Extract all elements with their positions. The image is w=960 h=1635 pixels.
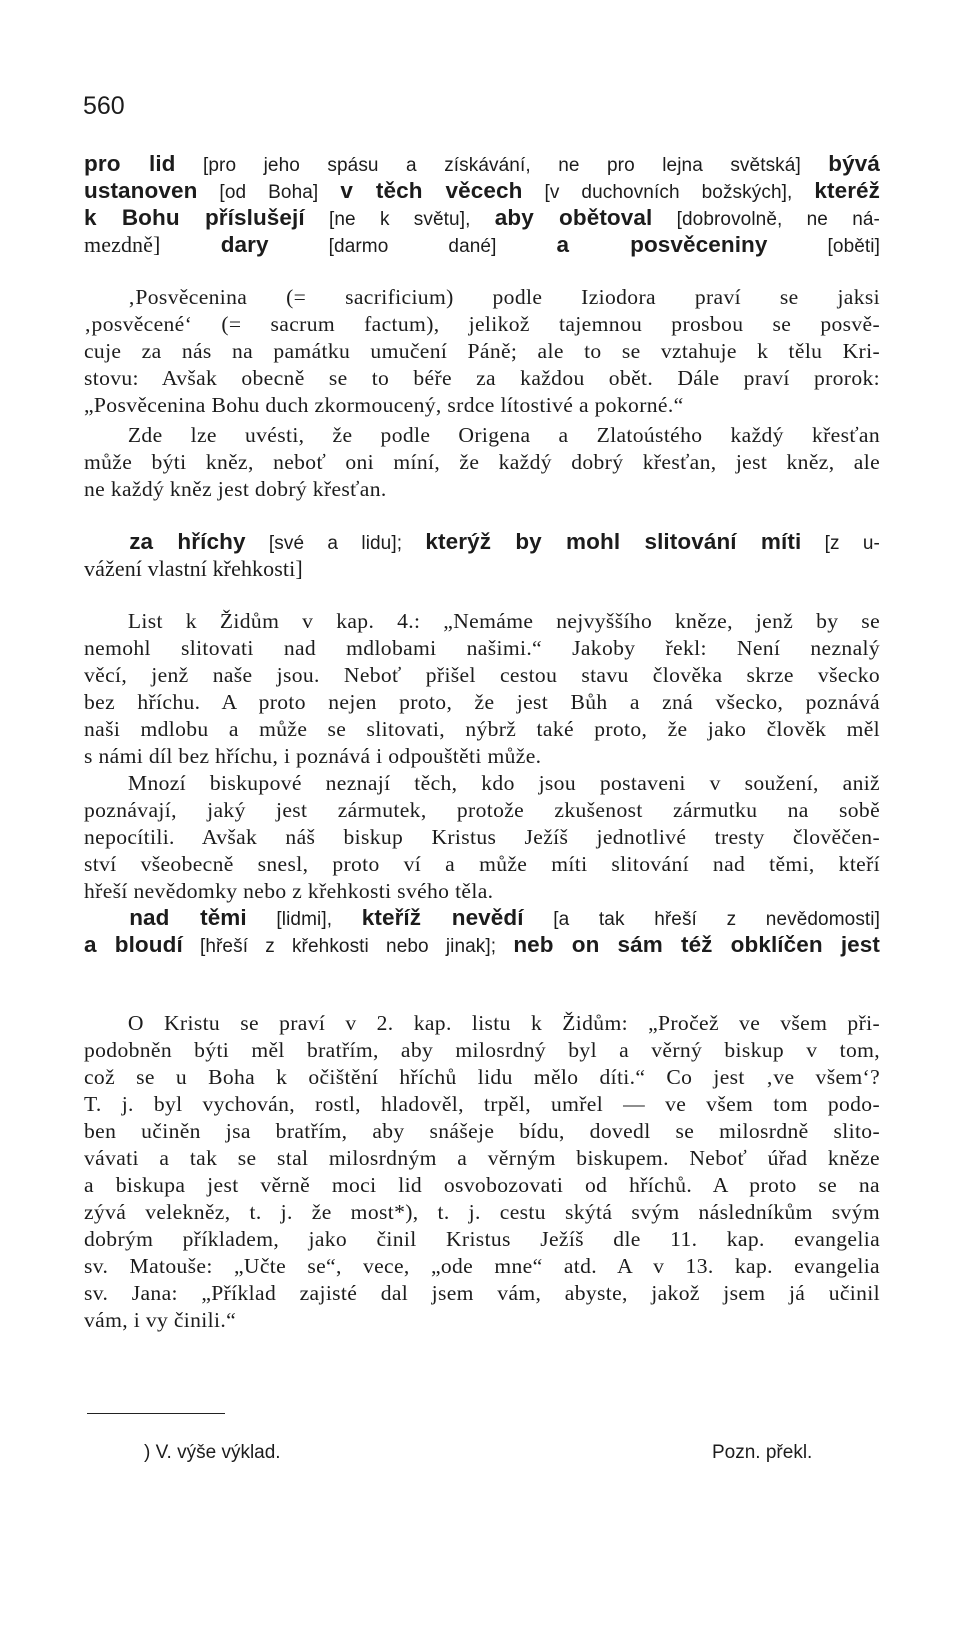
para5-line: sv. Jana: „Příklad zajisté dal jsem vám, abyste, jakož jsem já učinil: [84, 1281, 880, 1305]
para4-line: ství všeobecně snesl, proto ví a může míti slitování nad těmi, kteří: [84, 852, 880, 876]
para3-line: věcí, jenž naše jsou. Neboť přišel cestou stavu člověka skrze všecko: [84, 663, 880, 687]
lemma1-segment: [ne k světu],: [304, 209, 495, 230]
lemma1-segment: v těch věcech: [340, 178, 523, 203]
paragraph-2: [84, 422, 880, 503]
para3-line: nemohl slitovati nad mdlobami našimi.“ Jakoby řekl: Není neznalý: [84, 636, 880, 660]
para1-line: cuje za nás na památku umučení Páně; ale to se vztahuje k tělu Kri-: [84, 339, 880, 363]
lemma2-segment: [své a lidu];: [245, 533, 426, 554]
lemma1-segment: a posvěceniny: [556, 232, 768, 257]
lemma3-segment: nad těmi: [84, 905, 247, 930]
para5-line: T. j. byl vychován, rostl, hladověl, trpěl, umřel — ve všem tom podo-: [84, 1092, 880, 1116]
lemma-3: [84, 904, 880, 958]
lemma2-segment: za hříchy: [84, 529, 246, 554]
lemma-2: [84, 528, 880, 582]
lemma2-segment: vážení vlastní křehkosti]: [84, 556, 303, 581]
para5-line: dobrým příkladem, jako činil Kristus Ježíš dle 11. kap. evangelia: [84, 1227, 880, 1251]
para5-line: což se u Boha k očištění hříchů lidu mělo díti.“ Co jest ‚ve všem‘?: [84, 1065, 880, 1089]
lemma1-segment: aby obětoval: [494, 205, 653, 230]
lemma1-segment: [dobrovolně, ne ná-: [652, 209, 880, 230]
lemma1-segment: [oběti]: [767, 236, 880, 257]
paragraph-5: [84, 1010, 880, 1334]
lemma3-segment: [a tak hřeší z nevědomosti]: [523, 909, 881, 930]
lemma2-line: [84, 555, 880, 582]
lemma2-segment: kterýž by mohl slitování míti: [425, 529, 802, 554]
lemma3-segment: a bloudí: [84, 932, 183, 957]
lemma3-line: [84, 931, 880, 958]
lemma1-segment: [v duchovních božských],: [522, 182, 815, 203]
para5-line: podobněn býti měl bratřím, aby milosrdný byl a věrný biskup v tom,: [84, 1038, 880, 1062]
lemma1-segment: k Bohu příslušejí: [84, 205, 305, 230]
para2-line: ne každý kněz jest dobrý křesťan.: [84, 477, 387, 501]
para1-line: ‚Posvěcenina (= sacrificium) podle Iziodora praví se jaksi: [84, 285, 880, 309]
paragraph-3: [84, 608, 880, 770]
para4-line: Mnozí biskupové neznají těch, kdo jsou postaveni v soužení, aniž: [84, 771, 880, 795]
lemma3-segment: kteříž nevědí: [361, 905, 524, 930]
para5-line: vám, i vy činili.“: [84, 1308, 237, 1332]
lemma1-segment: mezdně]: [84, 232, 221, 257]
para4-line: hřeší nevědomky nebo z křehkosti svého těla.: [84, 879, 494, 903]
lemma1-segment: pro lid: [84, 151, 176, 176]
lemma1-segment: [od Boha]: [197, 182, 341, 203]
lemma1-segment: kteréž: [814, 178, 881, 203]
lemma1-line: [84, 150, 880, 177]
para5-line: ben učiněn jsa bratřím, aby snášeje bídu, dovedl se milosrdně slito-: [84, 1119, 880, 1143]
lemma1-segment: bývá: [828, 151, 880, 176]
para1-line: stovu: Avšak obecně se to béře za každou obět. Dále praví prorok:: [84, 366, 880, 390]
para5-line: sv. Matouše: „Učte se“, vece, „ode mne“ atd. A v 13. kap. evangelia: [84, 1254, 880, 1278]
lemma3-segment: neb on sám též obklíčen jest: [513, 932, 881, 957]
lemma1-segment: [darmo dané]: [268, 236, 557, 257]
lemma3-segment: [hřeší z křehkosti nebo jinak];: [182, 936, 514, 957]
footnote-rule: [87, 1413, 225, 1414]
lemma1-segment: ustanoven: [84, 178, 198, 203]
para3-line: bez hříchu. A proto nejen proto, že jest Bůh a zná všecko, poznává: [84, 690, 880, 714]
para5-line: zývá velekněz, t. j. že most*), t. j. cestu skýtá svým následníkům svým: [84, 1200, 880, 1224]
footnote-text: ) V. výše výklad.: [144, 1442, 281, 1463]
para1-line: „Posvěcenina Bohu duch zkormoucený, srdce lítostivé a pokorné.“: [84, 393, 684, 417]
para5-line: O Kristu se praví v 2. kap. listu k Židům: „Pročež ve všem při-: [84, 1011, 880, 1035]
page-number: 560: [83, 92, 125, 120]
lemma2-segment: [z u-: [801, 533, 880, 554]
para1-line: ‚posvěcené‘ (= sacrum factum), jelikož tajemnou prosbou se posvě-: [84, 312, 880, 336]
para3-line: s námi díl bez hříchu, i poznává i odpouštěti může.: [84, 744, 542, 768]
paragraph-4: [84, 770, 880, 905]
para2-line: Zde lze uvésti, že podle Origena a Zlatoústého každý křesťan: [84, 423, 880, 447]
para4-line: poznávají, jaký jest zármutek, protože zkušenost zármutku na sobě: [84, 798, 880, 822]
para5-line: a biskupa jest věrně moci lid osvobozovati od hříchů. A proto se na: [84, 1173, 880, 1197]
lemma1-line: [84, 204, 880, 231]
footnote-note: Pozn. překl.: [712, 1442, 813, 1463]
lemma1-segment: dary: [220, 232, 269, 257]
lemma1-line: [84, 231, 880, 258]
para5-line: vávati a tak se stal milosrdným a věrným biskupem. Neboť úřad kněze: [84, 1146, 880, 1170]
para2-line: může býti kněz, neboť oni míní, že každý dobrý křesťan, jest kněz, ale: [84, 450, 880, 474]
para3-line: List k Židům v kap. 4.: „Nemáme nejvyššího kněze, jenž by se: [84, 609, 880, 633]
paragraph-1: [84, 284, 880, 419]
lemma1-line: [84, 177, 880, 204]
lemma-1: [84, 150, 880, 258]
lemma2-line: [84, 528, 880, 555]
para3-line: naši mdlobu a může se slitovati, nýbrž také proto, že jako člověk měl: [84, 717, 880, 741]
lemma3-line: [84, 904, 880, 931]
para4-line: nepocítili. Avšak náš biskup Kristus Ježíš jednotlivé tresty člověčen-: [84, 825, 880, 849]
lemma1-segment: [pro jeho spásu a získávání, ne pro lejna světská]: [175, 155, 829, 176]
lemma3-segment: [lidmi],: [246, 909, 362, 930]
